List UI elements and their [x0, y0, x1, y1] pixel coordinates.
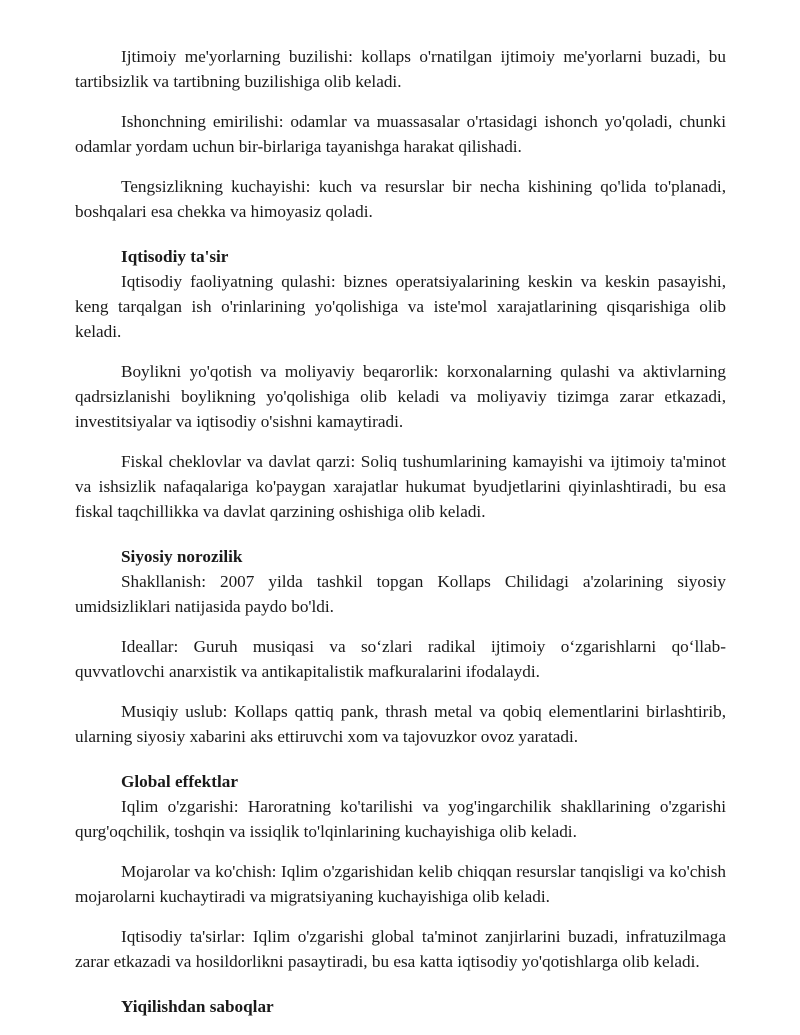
paragraph-economic-effects: Iqtisodiy ta'sirlar: Iqlim o'zgarishi global ta'minot zanjirlarini buzadi, infratuzilmaga zarar etkazadi va hosildorlikni pasaytiradi, bu esa katta iqtisodiy yo'qotishlarga olib keladi. — [75, 927, 726, 971]
paragraph-trust-erosion: Ishonchning emirilishi: odamlar va muassasalar o'rtasidagi ishonch yo'qoladi, chunki odamlar yordam uchun bir-birlariga tayanishga harakat qilishadi. — [75, 112, 726, 156]
section-heading-economic-impact: Iqtisodiy ta'sir — [121, 247, 229, 266]
paragraph-conflicts-displacement: Mojarolar va ko'chish: Iqlim o'zgarishidan kelib chiqqan resurslar tanqisligi va ko'chish mojarolarni kuchaytiradi va migratsiyaning kuchayishiga olib keladi. — [75, 862, 726, 906]
paragraph-formation: Shakllanish: 2007 yilda tashkil topgan Kollaps Chilidagi a'zolarining siyosiy umidsizliklari natijasida paydo bo'ldi. — [75, 572, 726, 616]
paragraph-climate-change: Iqlim o'zgarishi: Haroratning ko'tarilishi va yog'ingarchilik shakllarining o'zgarishi qurg'oqchilik, toshqin va issiqlik to'lqinlarining kuchayishiga olib keladi. — [75, 797, 726, 841]
paragraph-social-norms: Ijtimoiy me'yorlarning buzilishi: kollaps o'rnatilgan ijtimoiy me'yorlarni buzadi, bu tartibsizlik va tartibning buzilishiga olib keladi. — [75, 47, 726, 91]
section-heading-lessons: Yiqilishdan saboqlar — [121, 997, 274, 1016]
paragraph-musical-style: Musiqiy uslub: Kollaps qattiq pank, thrash metal va qobiq elementlarini birlashtirib, ularning siyosiy xabarini aks ettiruvchi xom va tajovuzkor ovoz yaratadi. — [75, 702, 726, 746]
section-heading-political-discontent: Siyosiy norozilik — [121, 547, 243, 566]
document-page — [75, 44, 726, 1019]
paragraph-wealth-loss: Boylikni yo'qotish va moliyaviy beqarorlik: korxonalarning qulashi va aktivlarning qadrsizlanishi boylikning yo'qolishiga olib keladi va moliyaviy tizimga zarar etkazadi, investitsiyalar va iqtisodiy o'sishni kamaytiradi. — [75, 362, 726, 431]
section-heading-global-effects: Global effektlar — [121, 772, 238, 791]
paragraph-ideals: Ideallar: Guruh musiqasi va so‘zlari radikal ijtimoiy o‘zgarishlarni qo‘llab-quvvatlovchi anarxistik va antikapitalistik mafkuralarini ifodalaydi. — [75, 637, 726, 681]
paragraph-fiscal-constraints: Fiskal cheklovlar va davlat qarzi: Soliq tushumlarining kamayishi va ijtimoiy ta'minot va ishsizlik nafaqalariga ko'paygan xarajatlar hukumat byudjetlarini qiyinlashtiradi, bu esa fiskal taqchillikka va davlat qarzining oshishiga olib keladi. — [75, 452, 726, 521]
paragraph-inequality: Tengsizlikning kuchayishi: kuch va resurslar bir necha kishining qo'lida to'planadi, boshqalari esa chekka va himoyasiz qoladi. — [75, 177, 726, 221]
paragraph-economic-collapse: Iqtisodiy faoliyatning qulashi: biznes operatsiyalarining keskin va keskin pasayishi, keng tarqalgan ish o'rinlarining yo'qolishiga va iste'mol xarajatlarining qisqarishiga olib keladi. — [75, 272, 726, 341]
